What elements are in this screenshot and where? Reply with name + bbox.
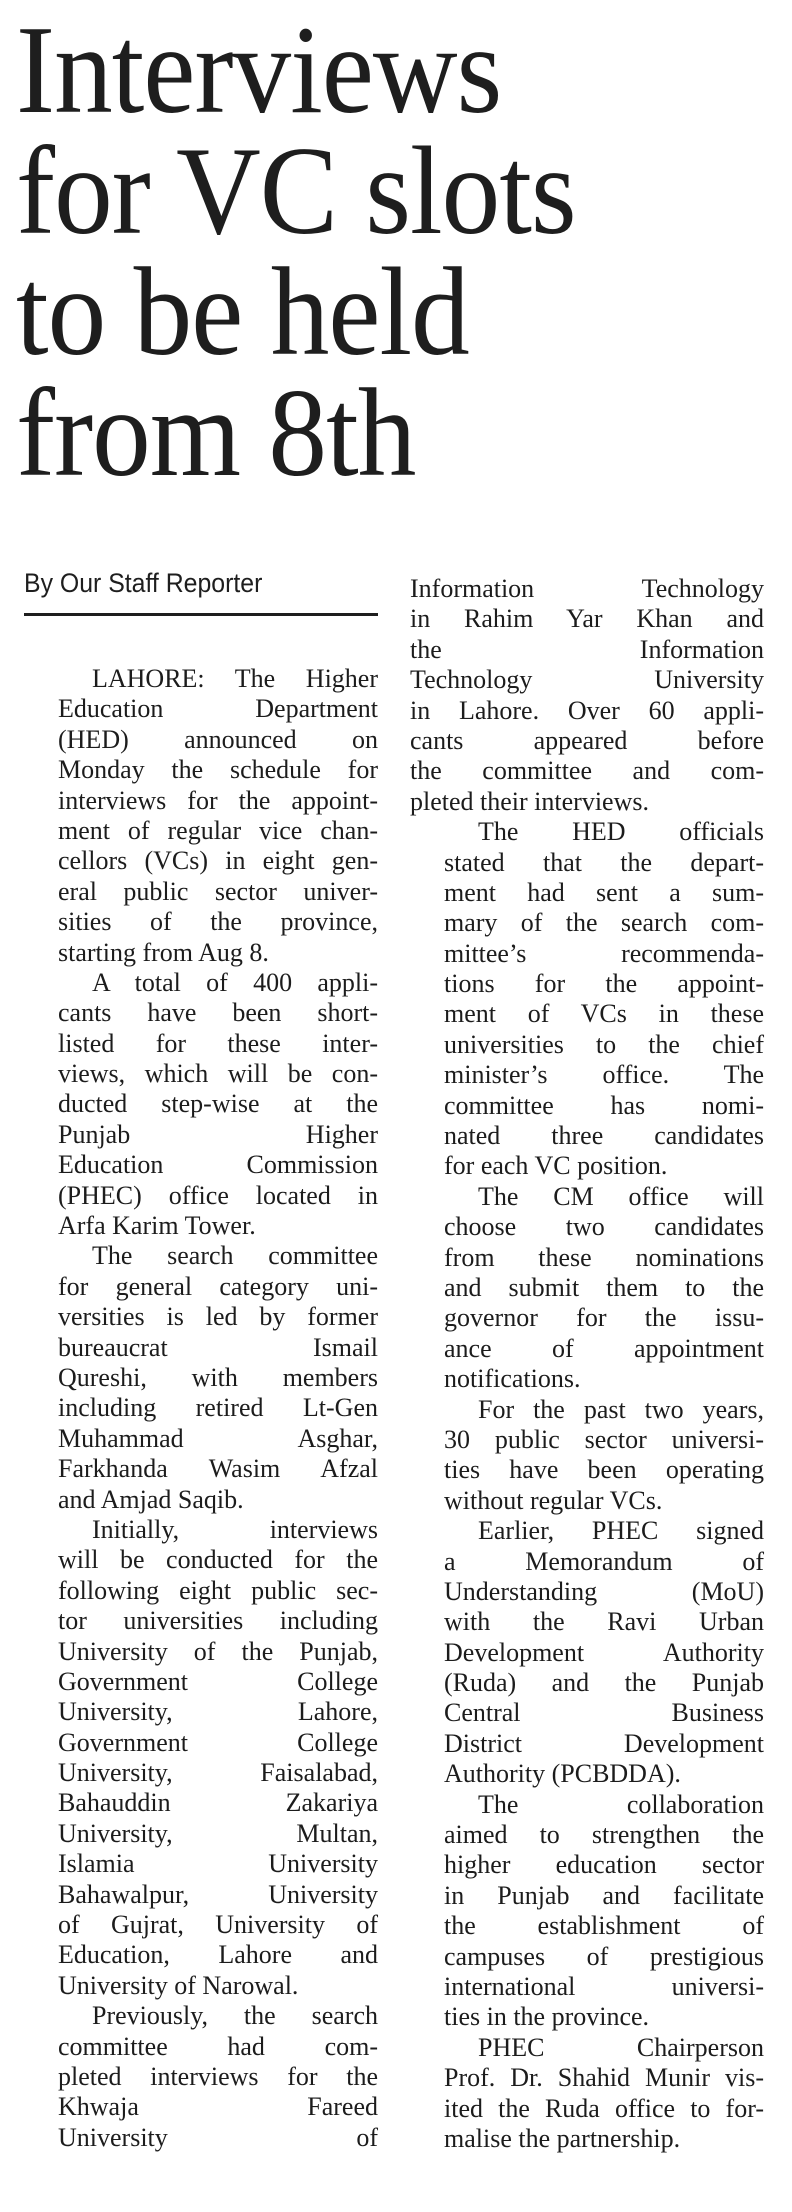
text-line: without regular VCs.: [444, 1485, 663, 1515]
text-line: Information Technology: [410, 574, 764, 603]
text-line: minister’s office. The: [444, 1060, 764, 1090]
text-line: campuses of prestigious: [444, 1941, 764, 1971]
text-line: ties have been operating: [444, 1455, 764, 1485]
text-line: Education Department: [58, 694, 378, 724]
article-column-left: [24, 664, 378, 2153]
text-line: Government College: [58, 1727, 378, 1757]
text-line: listed for these inter-: [58, 1028, 378, 1058]
text-line: bureaucrat Ismail: [58, 1332, 378, 1362]
text-line: for general category uni-: [58, 1271, 378, 1301]
text-line: in Lahore. Over 60 appli-: [410, 695, 764, 725]
text-line: ited the Ruda office to for-: [444, 2093, 764, 2123]
text-line: and Amjad Saqib.: [58, 1484, 244, 1514]
headline: [16, 1, 723, 503]
text-line: pleted their interviews.: [410, 786, 649, 816]
text-line: cellors (VCs) in eight gen-: [58, 846, 378, 876]
text-line: 30 public sector universi-: [444, 1424, 764, 1454]
text-line: (HED) announced on: [58, 724, 378, 754]
text-line: ment of VCs in these: [444, 999, 764, 1029]
article-paragraph: [24, 968, 378, 1242]
text-line: cants have been short-: [58, 998, 378, 1028]
text-line: versities is led by former: [58, 1302, 378, 1332]
text-line: Technology University: [410, 665, 764, 695]
text-line: Khwaja Fareed: [58, 2092, 378, 2122]
text-line: Previously, the search: [92, 2001, 378, 2031]
article-paragraph: [24, 664, 378, 968]
text-line: PHEC Chairperson: [478, 2032, 764, 2062]
text-line: Authority (PCBDDA).: [444, 1759, 681, 1789]
text-line: from these nominations: [444, 1242, 764, 1272]
text-line: sities of the province,: [58, 907, 378, 937]
article-column-right: [410, 574, 764, 2154]
text-line: LAHORE: The Higher: [92, 664, 378, 693]
text-line: a Memorandum of: [444, 1546, 764, 1576]
text-line: committee had com-: [58, 2031, 378, 2061]
article-paragraph: [410, 1516, 764, 1790]
text-line: For the past two years,: [478, 1394, 764, 1424]
text-line: eral public sector univer-: [58, 876, 378, 906]
article-paragraph: [24, 1515, 378, 2001]
text-line: notifications.: [444, 1364, 581, 1394]
headline-line: from 8th: [16, 364, 416, 503]
text-line: for each VC position.: [444, 1151, 668, 1181]
text-line: choose two candidates: [444, 1212, 764, 1242]
text-line: University, Faisalabad,: [58, 1758, 378, 1788]
article-paragraph: [24, 1241, 378, 1515]
text-line: Bahawalpur, University: [58, 1879, 378, 1909]
text-line: ment had sent a sum-: [444, 877, 764, 907]
text-line: aimed to strengthen the: [444, 1820, 764, 1850]
article-paragraph: [410, 2033, 764, 2155]
text-line: Earlier, PHEC signed: [478, 1516, 764, 1546]
text-line: Development Authority: [444, 1637, 764, 1667]
text-line: Bahauddin Zakariya: [58, 1788, 378, 1818]
text-line: University of: [58, 2122, 378, 2152]
text-line: the committee and com-: [410, 756, 764, 786]
text-line: Understanding (MoU): [444, 1576, 764, 1606]
text-line: Monday the schedule for: [58, 755, 378, 785]
text-line: University, Multan,: [58, 1818, 378, 1848]
text-line: ties in the province.: [444, 2002, 650, 2032]
text-line: tions for the appoint-: [444, 969, 764, 999]
text-line: (Ruda) and the Punjab: [444, 1668, 764, 1698]
text-line: The HED officials: [478, 817, 764, 847]
text-line: malise the partnership.: [444, 2123, 681, 2153]
text-line: of Gujrat, University of: [58, 1910, 378, 1940]
text-line: following eight public sec-: [58, 1575, 378, 1605]
text-line: with the Ravi Urban: [444, 1607, 764, 1637]
text-line: Islamia University: [58, 1849, 378, 1879]
text-line: ment of regular vice chan-: [58, 815, 378, 845]
text-line: Arfa Karim Tower.: [58, 1211, 256, 1241]
text-line: committee has nomi-: [444, 1090, 764, 1120]
byline-divider: [24, 613, 378, 616]
byline: By Our Staff Reporter: [24, 568, 263, 598]
text-line: The CM office will: [478, 1181, 764, 1211]
text-line: A total of 400 appli-: [92, 967, 378, 997]
text-line: including retired Lt-Gen: [58, 1393, 378, 1423]
text-line: The search committee: [92, 1241, 378, 1271]
text-line: The collaboration: [478, 1789, 764, 1819]
text-line: in Punjab and facilitate: [444, 1880, 764, 1910]
text-line: will be conducted for the: [58, 1545, 378, 1575]
article-paragraph: [24, 2001, 378, 2153]
text-line: stated that the depart-: [444, 847, 764, 877]
headline-line: Interviews: [16, 1, 502, 140]
text-line: Initially, interviews: [92, 1514, 378, 1544]
text-line: mittee’s recommenda-: [444, 938, 764, 968]
text-line: the Information: [410, 634, 764, 664]
text-line: tor universities including: [58, 1606, 378, 1636]
article-paragraph: [410, 1395, 764, 1517]
article-paragraph: [410, 574, 764, 817]
text-line: Qureshi, with members: [58, 1362, 378, 1392]
article-paragraph: [410, 817, 764, 1182]
text-line: governor for the issu-: [444, 1303, 764, 1333]
text-line: (PHEC) office located in: [58, 1180, 378, 1210]
text-line: Farkhanda Wasim Afzal: [58, 1454, 378, 1484]
article-paragraph: [410, 1182, 764, 1395]
text-line: universities to the chief: [444, 1029, 764, 1059]
text-line: the establishment of: [444, 1911, 764, 1941]
text-line: higher education sector: [444, 1850, 764, 1880]
text-line: University, Lahore,: [58, 1697, 378, 1727]
article-paragraph: [410, 1790, 764, 2033]
text-line: in Rahim Yar Khan and: [410, 604, 764, 634]
text-line: nated three candidates: [444, 1121, 764, 1151]
text-line: Education Commission: [58, 1150, 378, 1180]
text-line: views, which will be con-: [58, 1059, 378, 1089]
text-line: and submit them to the: [444, 1272, 764, 1302]
headline-line: for VC slots: [16, 122, 576, 261]
text-line: Muhammad Asghar,: [58, 1423, 378, 1453]
text-line: pleted interviews for the: [58, 2061, 378, 2091]
text-line: Education, Lahore and: [58, 1940, 378, 1970]
text-line: interviews for the appoint-: [58, 785, 378, 815]
headline-line: to be held: [16, 243, 469, 382]
text-line: University of Narowal.: [58, 1970, 299, 2000]
text-line: District Development: [444, 1728, 764, 1758]
text-line: Central Business: [444, 1698, 764, 1728]
text-line: international universi-: [444, 1971, 764, 2001]
text-line: Prof. Dr. Shahid Munir vis-: [444, 2063, 764, 2093]
text-line: Punjab Higher: [58, 1119, 378, 1149]
text-line: cants appeared before: [410, 725, 764, 755]
text-line: mary of the search com-: [444, 908, 764, 938]
text-line: University of the Punjab,: [58, 1636, 378, 1666]
text-line: ance of appointment: [444, 1333, 764, 1363]
text-line: starting from Aug 8.: [58, 937, 269, 967]
text-line: ducted step-wise at the: [58, 1089, 378, 1119]
text-line: Government College: [58, 1666, 378, 1696]
